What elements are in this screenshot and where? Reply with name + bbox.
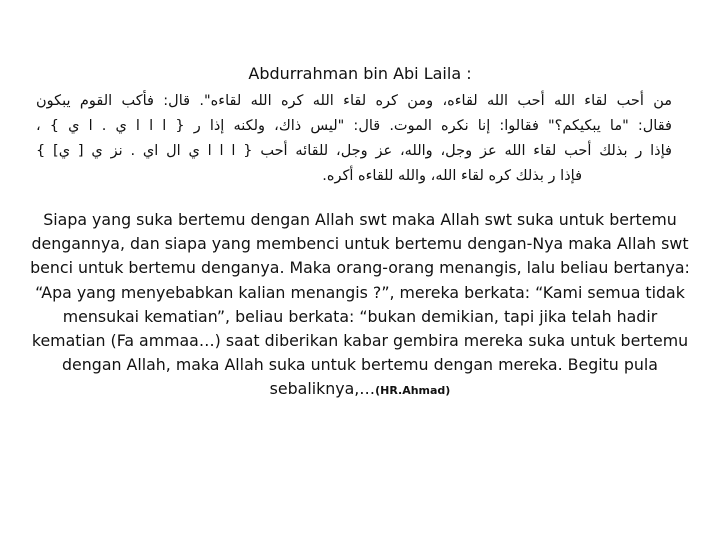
translation-text: Siapa yang suka bertemu dengan Allah swt maka Allah swt suka untuk bertemu dengannya, dan siapa yang membenci untuk bertemu dengan-Nya maka Allah swt benci untuk bertemu denganya. Maka orang-orang menangis, lalu beliau bertanya: “Apa yang menyebabkan kalian menangis ?”, mereka berkata: “Kami semua tidak mensukai kematian”, beliau berkata: “bukan demikian, tapi jika telah hadir kematian (Fa ammaa…) saat diberikan kabar gembira mereka suka untuk bertemu dengan Allah, maka Allah suka untuk bertemu dengan mereka. Begitu pula sebaliknya,…	[30, 210, 690, 399]
arabic-hadith-text	[36, 89, 672, 189]
narrator-heading: Abdurrahman bin Abi Laila :	[248, 64, 472, 83]
arabic-line: فإذا ر بذلك كره لقاء الله، والله للقاءه أكره.	[322, 168, 582, 184]
indonesian-translation	[28, 208, 692, 404]
hadith-citation: (HR.Ahmad)	[375, 384, 451, 398]
arabic-line: فقال: "ما يبكيكم؟" فقالوا: إنا نكره الموت. قال: "ليس ذاك، ولكنه إذا ر { ا ا ا ي . ا ي } ،	[36, 118, 672, 134]
arabic-line: فإذا ر بذلك أحب لقاء الله عز وجل، والله، عز وجل، للقائه أحب { ا ا ا ي ال اي . نز ي [ ي] }	[36, 143, 672, 159]
arabic-line: من أحب لقاء الله أحب الله لقاءه، ومن كره لقاء الله كره الله لقاءه". قال: فأكب القوم يبكون	[36, 93, 672, 109]
